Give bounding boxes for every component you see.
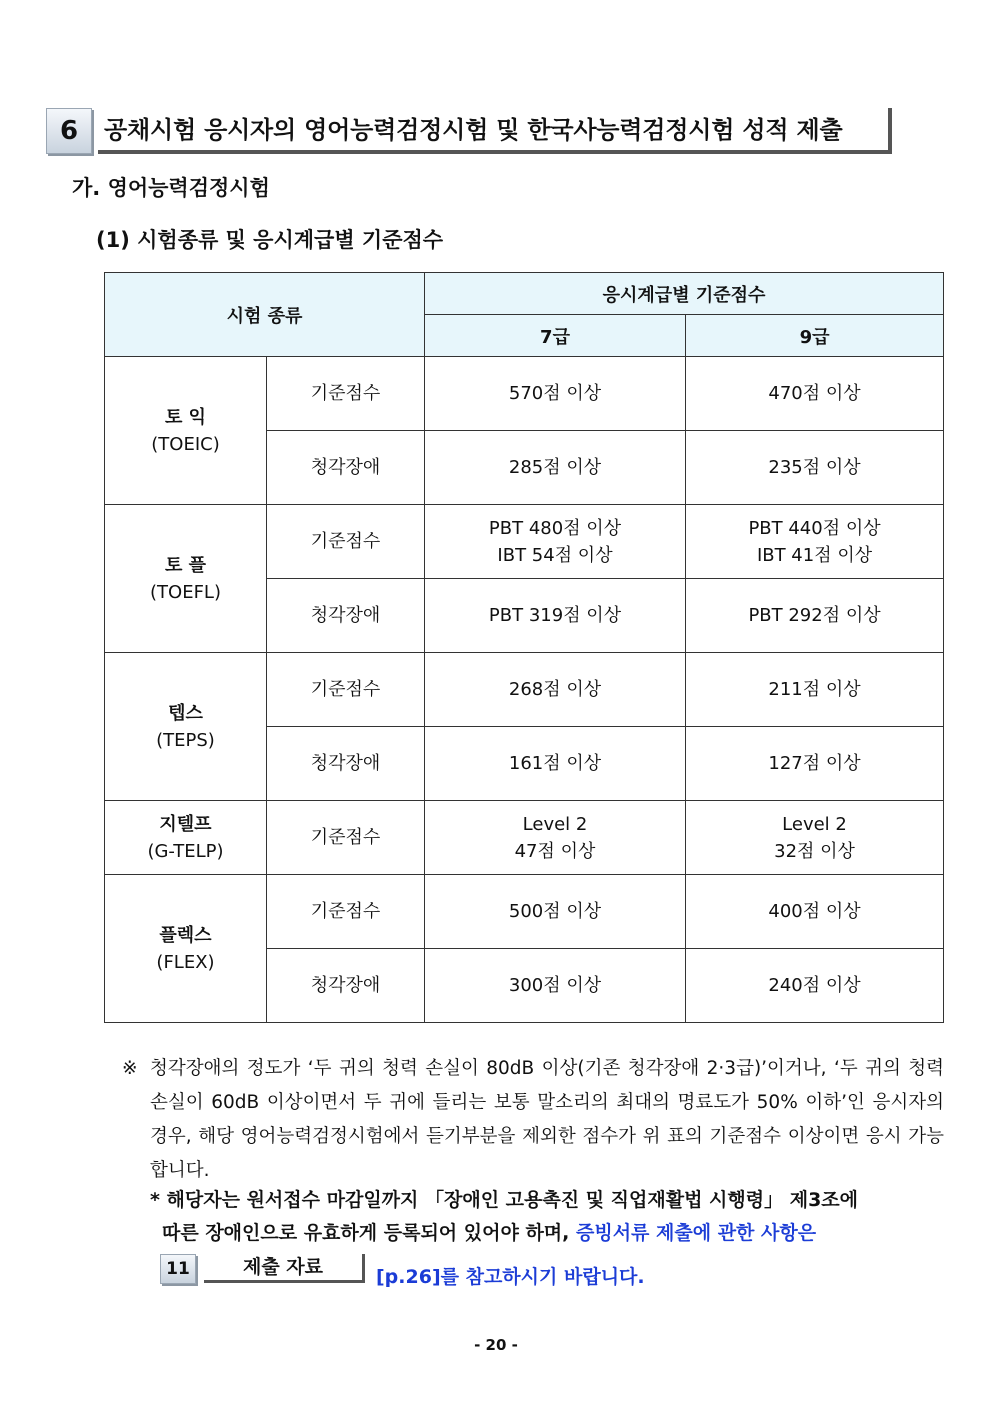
score-table xyxy=(104,272,944,1023)
score-grade9: PBT 292점 이상 xyxy=(686,579,944,653)
score-grade9: 235점 이상 xyxy=(686,431,944,505)
exam-name: 토 익 xyxy=(164,406,207,428)
score-line: Level 2 xyxy=(782,813,847,835)
score-line: IBT 41점 이상 xyxy=(756,544,873,566)
subsection-heading: 가. 영어능력검정시험 xyxy=(72,176,270,200)
score-kind: 기준점수 xyxy=(267,653,425,727)
exam-teps xyxy=(105,653,267,801)
score-line: PBT 440점 이상 xyxy=(748,517,881,539)
table-row xyxy=(105,357,944,431)
header-score-group: 응시계급별 기준점수 xyxy=(425,273,944,315)
score-kind: 기준점수 xyxy=(267,357,425,431)
registration-note-line2 xyxy=(150,1217,946,1250)
score-grade9: 470점 이상 xyxy=(686,357,944,431)
exam-eng: (G-TELP) xyxy=(147,840,224,862)
score-grade7: PBT 319점 이상 xyxy=(425,579,686,653)
score-grade9: 211점 이상 xyxy=(686,653,944,727)
exam-flex xyxy=(105,875,267,1023)
exam-gtelp xyxy=(105,801,267,875)
score-line: IBT 54점 이상 xyxy=(497,544,613,566)
score-grade7 xyxy=(425,505,686,579)
score-grade7: 285점 이상 xyxy=(425,431,686,505)
table-row xyxy=(105,875,944,949)
exam-name: 플렉스 xyxy=(159,924,212,946)
section-title: 공채시험 응시자의 영어능력검정시험 및 한국사능력검정시험 성적 제출 xyxy=(98,108,892,154)
table-row xyxy=(105,505,944,579)
exam-eng: (TEPS) xyxy=(156,729,215,751)
exam-name: 토 플 xyxy=(164,554,207,576)
registration-note-line2-highlight: 증빙서류 제출에 관한 사항은 xyxy=(576,1222,817,1244)
section-header xyxy=(46,106,896,154)
header-exam-type: 시험 종류 xyxy=(105,273,425,357)
exam-toefl xyxy=(105,505,267,653)
score-grade7: 161점 이상 xyxy=(425,727,686,801)
score-kind: 기준점수 xyxy=(267,875,425,949)
exam-name: 지텔프 xyxy=(159,813,212,835)
score-grade9 xyxy=(686,505,944,579)
score-grade9: 240점 이상 xyxy=(686,949,944,1023)
exam-toeic xyxy=(105,357,267,505)
score-grade9: 400점 이상 xyxy=(686,875,944,949)
registration-note-line1: * 해당자는 원서접수 마감일까지 「장애인 고용촉진 및 직업재활법 시행령」 제3조에 xyxy=(150,1189,859,1211)
score-kind: 기준점수 xyxy=(267,801,425,875)
score-line: 47점 이상 xyxy=(514,840,596,862)
exam-eng: (TOEIC) xyxy=(151,433,220,455)
score-grade7 xyxy=(425,801,686,875)
score-kind: 청각장애 xyxy=(267,727,425,801)
note-mark: ※ xyxy=(122,1058,138,1079)
subsubsection-heading: (1) 시험종류 및 응시계급별 기준점수 xyxy=(96,228,444,252)
reference-box xyxy=(160,1254,370,1288)
reference-number: 11 xyxy=(160,1254,196,1284)
score-grade9: 127점 이상 xyxy=(686,727,944,801)
score-kind: 청각장애 xyxy=(267,949,425,1023)
exam-eng: (TOEFL) xyxy=(150,581,221,603)
section-number: 6 xyxy=(46,108,92,154)
header-grade7: 7급 xyxy=(425,315,686,357)
score-kind: 기준점수 xyxy=(267,505,425,579)
header-grade9: 9급 xyxy=(686,315,944,357)
note-text: 청각장애의 정도가 ‘두 귀의 청력 손실이 80dB 이상(기존 청각장애 2·3급)’이거나, ‘두 귀의 청력 손실이 60dB 이상이면서 두 귀에 들리는 보통 말소리의 최대의 명료도가 50% 이하’인 응시자의 경우, 해당 영어능력검정시험에서 듣기부분을 제외한 점수가 위 표의 기준점수 이상이면 응시 가능합니다. xyxy=(150,1058,944,1181)
exam-eng: (FLEX) xyxy=(156,951,215,973)
score-grade7: 300점 이상 xyxy=(425,949,686,1023)
hearing-note xyxy=(122,1052,944,1188)
reference-title: 제출 자료 xyxy=(204,1254,365,1283)
table-row xyxy=(105,801,944,875)
score-line: 32점 이상 xyxy=(774,840,855,862)
page-number: - 20 - xyxy=(474,1336,518,1354)
exam-name: 텝스 xyxy=(168,702,203,724)
registration-note-line2-text: 따른 장애인으로 유효하게 등록되어 있어야 하며, xyxy=(162,1222,576,1244)
registration-note xyxy=(150,1184,946,1250)
score-kind: 청각장애 xyxy=(267,579,425,653)
score-grade7: 268점 이상 xyxy=(425,653,686,727)
reference-tail: [p.26]를 참고하시기 바랍니다. xyxy=(376,1266,645,1288)
score-kind: 청각장애 xyxy=(267,431,425,505)
score-line: PBT 480점 이상 xyxy=(488,517,622,539)
score-grade7: 500점 이상 xyxy=(425,875,686,949)
score-grade9 xyxy=(686,801,944,875)
table-row xyxy=(105,653,944,727)
score-line: Level 2 xyxy=(522,813,588,835)
score-grade7: 570점 이상 xyxy=(425,357,686,431)
